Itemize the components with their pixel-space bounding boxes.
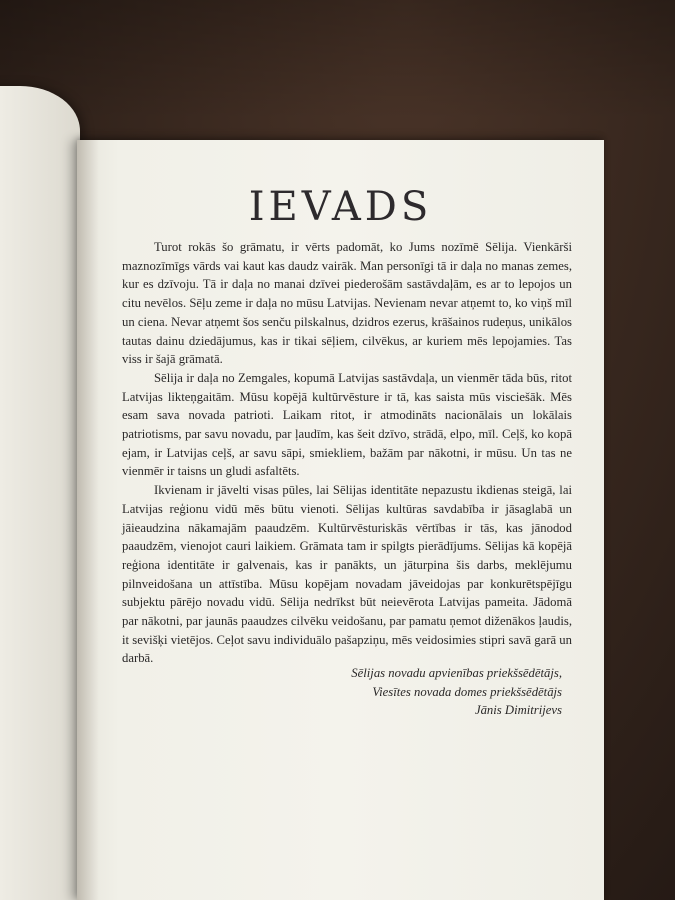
paragraph-2: Sēlija ir daļa no Zemgales, kopumā Latvijas sastāvdaļa, un vienmēr tāda būs, ritot Latvijas likteņgaitām. Mūsu kopējā kultūrvēsture ir tā, kas saista mūs visciešāk. Mēs esam sava novada patrioti. Laikam ritot, ir atmodināts nacionālais un lokālais patriotisms, par savu novadu, par ļaudīm, kas šeit dzīvo, strādā, elpo, mīl. Ceļš, ko kopā ejam, ir Latvijas ceļš, ar savu sāpi, smiekliem, bažām par nākotni, ir mūsu. Un tas ne vienmēr ir taisns un gludi asfaltēts. bbox=[122, 370, 572, 479]
page-gutter-shadow bbox=[77, 140, 99, 900]
signature-line-2: Viesītes novada domes priekšsēdētājs bbox=[372, 684, 562, 699]
table-shadow bbox=[0, 0, 675, 120]
paragraph-1: Turot rokās šo grāmatu, ir vērts padomāt, ko Jums nozīmē Sēlija. Vienkārši maznozīmīgs vārds vai kaut kas daudz vairāk. Man personīgi tā ir daļa no manas zemes, kur es dzīvoju. Tā ir daļa no manai dzīvei piederošām sastāvdaļām, es ar to lepojos un citu nevēlos. Sēļu zeme ir daļa no mūsu Latvijas. Nevienam nevar atņemt to, ko viņš mīl un ciena. Nevar atņemt šos senču pilskalnus, dzidros ezerus, krāšainos rudeņus, unikālos tautas dainu dziedājumus, kas ir tikai sēļiem, cilvēkus, ar kuriem mēs lepojamies. Tas viss ir šajā grāmatā. bbox=[122, 240, 572, 367]
left-page-edge bbox=[0, 86, 80, 900]
signature-line-1: Sēlijas novadu apvienības priekšsēdētājs, bbox=[351, 666, 562, 680]
signature-block bbox=[162, 664, 562, 720]
book-page bbox=[77, 140, 604, 900]
page-title: IEVADS bbox=[248, 184, 433, 230]
paragraph-3: Ikvienam ir jāvelti visas pūles, lai Sēlijas identitāte nepazustu ikdienas steigā, lai Latvijas reģionu vidū mēs būtu vienoti. Sēlijas kultūras savdabība ir jāsaglabā un jāieaudzina nākamajām paaudzēm. Kultūrvēsturiskās vērtības ir tās, kas jānodod paaudzēm, vienojot cauri laikiem. Grāmata tam ir spilgts pierādījums. Sēlijas kā kopējā reģiona identitāte ir galvenais, kas ir panākts, un jāturpina šis darbs, meklējumu pilnveidošana un attīstība. Mūsu kopējam novadam jāveidojas par konkurētspējīgu subjektu pārējo novadu vidū. Sēlija nedrīkst būt neievērota Latvijas pameita. Jādomā par nākotni, par jaunās paaudzes cilvēku veidošanu, par pamatu ņemot diženākos ļaudis, it sevišķi vietējos. Ceļot savu individuālo pašapziņu, mēs veidosimies stipri savā garā un darbā. bbox=[122, 483, 572, 666]
intro-text bbox=[122, 238, 572, 668]
signature-name: Jānis Dimitrijevs bbox=[474, 703, 562, 717]
